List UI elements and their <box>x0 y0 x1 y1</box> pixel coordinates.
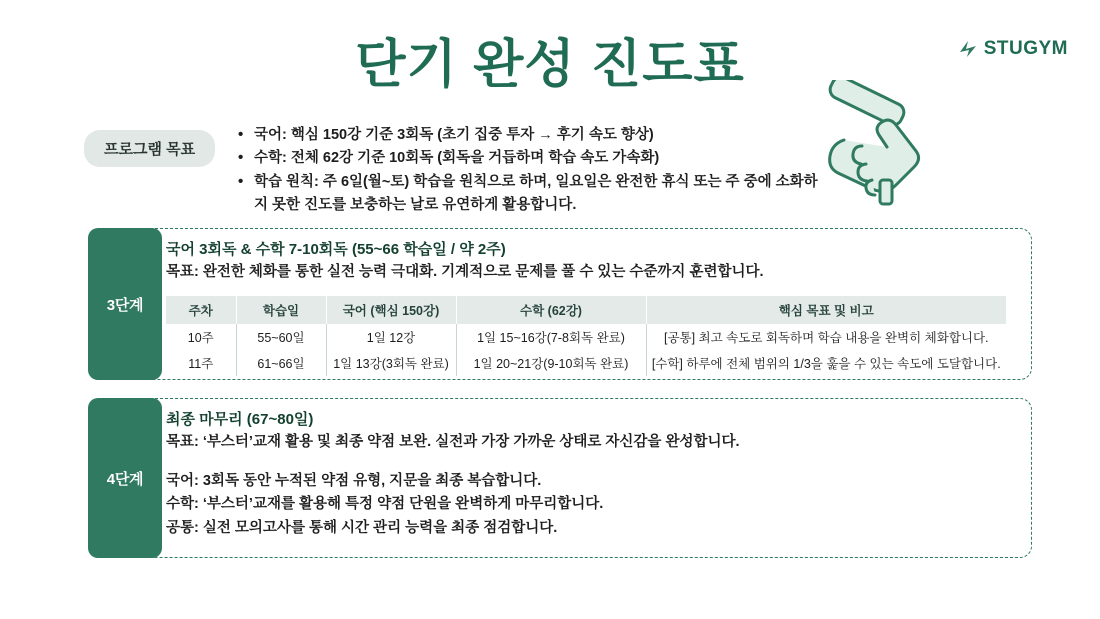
cell-note: [수학] 하루에 전체 범위의 1/3을 훑을 수 있는 속도에 도달합니다. <box>651 356 1001 371</box>
cell-math: 1일 15~16강(7-8회독 완료) <box>456 324 646 350</box>
cell-studyday: 61~66일 <box>236 350 326 376</box>
detail-line-math: 수학: ‘부스터’교재를 활용해 특정 약점 단원을 완벽하게 마무리합니다. <box>166 496 604 513</box>
column-header: 주차 <box>166 296 236 324</box>
table-row <box>166 350 1006 376</box>
stage-4-detail-lines <box>166 470 1016 540</box>
cell-week: 11주 <box>166 350 236 376</box>
program-goal-list <box>238 124 818 218</box>
stage-4-tab: 4단계 <box>88 398 162 558</box>
stugym-logo-icon <box>957 38 979 60</box>
list-item: • 수학: 전체 62강 기준 10회독 (회독을 거듭하며 학습 속도 가속화) <box>238 147 818 170</box>
program-goal-badge: 프로그램 목표 <box>84 130 215 167</box>
stage-3-subheading: 목표: 완전한 체화를 통한 실전 능력 극대화. 기계적으로 문제를 풀 수 있는 수준까지 훈련합니다. <box>166 264 764 281</box>
stage-3-tab: 3단계 <box>88 228 162 380</box>
cell-note: [공통] 최고 속도로 회독하며 학습 내용을 완벽히 체화합니다. <box>663 330 989 345</box>
table-row <box>166 324 1006 350</box>
cell-korean: 1일 13강(3회독 완료) <box>326 350 456 376</box>
stage-4-subheading: 목표: ‘부스터’교재 활용 및 최종 약점 보완. 실전과 가장 가까운 상태로 자신감을 완성합니다. <box>166 434 740 451</box>
stage-3-body <box>166 238 1016 376</box>
cell-studyday: 55~60일 <box>236 324 326 350</box>
stage-4-body <box>166 408 1016 540</box>
list-item: • 국어: 핵심 150강 기준 3회독 (초기 집중 투자 → 후기 속도 향상) <box>238 124 818 147</box>
column-header: 국어 (핵심 150강) <box>326 296 456 324</box>
detail-line-korean: 국어: 3회독 동안 누적된 약점 유형, 지문을 최종 복습합니다. <box>166 472 542 489</box>
column-header: 학습일 <box>236 296 326 324</box>
cell-math: 1일 20~21강(9-10회독 완료) <box>456 350 646 376</box>
cell-week: 10주 <box>166 324 236 350</box>
cell-korean: 1일 12강 <box>326 324 456 350</box>
brand-logo-text: STUGYM <box>983 38 1068 59</box>
page-title: 단기 완성 진도표 <box>355 36 745 94</box>
stage-4-heading: 최종 마무리 (67~80일) <box>166 411 314 428</box>
list-item: • 학습 원칙: 주 6일(월~토) 학습을 원칙으로 하며, 일요일은 완전한 휴식 또는 주 중에 소화하지 못한 진도를 보충하는 날로 유연하게 활용합니다. <box>238 171 818 218</box>
brand-logo <box>957 38 1068 60</box>
column-header: 수학 (62강) <box>456 296 646 324</box>
detail-line-common: 공통: 실전 모의고사를 통해 시간 관리 능력을 최종 점검합니다. <box>166 519 558 536</box>
pointing-hand-illustration <box>810 80 950 215</box>
stage-3-heading: 국어 3회독 & 수학 7-10회독 (55~66 학습일 / 약 2주) <box>166 241 506 258</box>
table-header-row <box>166 296 1006 324</box>
column-header: 핵심 목표 및 비고 <box>646 296 1006 324</box>
stage-3-table <box>166 296 1006 376</box>
